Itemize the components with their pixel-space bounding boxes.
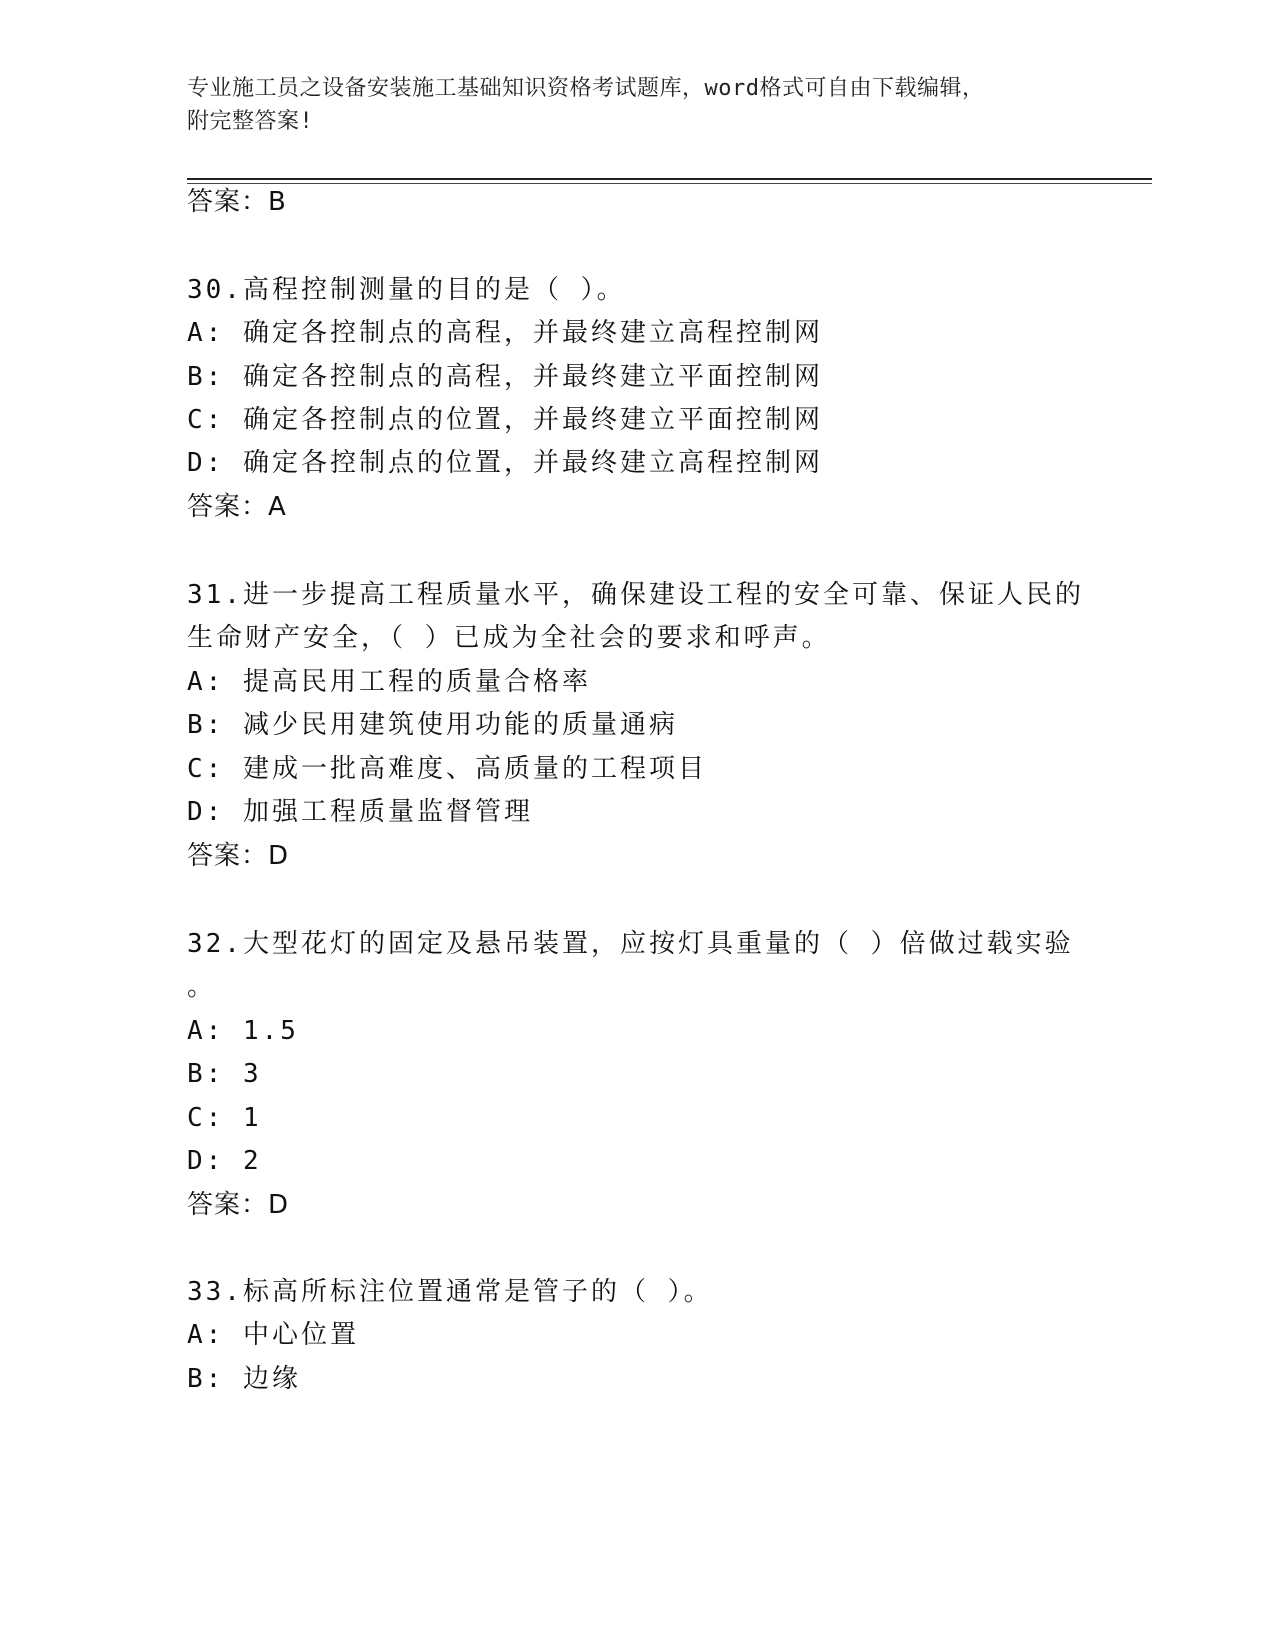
- option-d: D: 2: [187, 1146, 262, 1176]
- document-header: [187, 72, 1067, 138]
- option-b: B: 确定各控制点的高程，并最终建立平面控制网: [187, 362, 823, 392]
- answer-line: 答案：D: [187, 841, 290, 871]
- option-d: D: 加强工程质量监督管理: [187, 797, 533, 827]
- option-c: C: 1: [187, 1103, 262, 1133]
- question-stem: 30.高程控制测量的目的是（ ）。: [187, 275, 626, 305]
- option-b: B: 3: [187, 1059, 262, 1089]
- header-rule-top: [187, 178, 1152, 180]
- option-c: C: 确定各控制点的位置，并最终建立平面控制网: [187, 405, 823, 435]
- question-stem: 32.大型花灯的固定及悬吊装置，应按灯具重量的（ ）倍做过载实验: [187, 929, 1074, 959]
- option-b: B: 减少民用建筑使用功能的质量通病: [187, 710, 678, 740]
- question-stem: 31.进一步提高工程质量水平，确保建设工程的安全可靠、保证人民的: [187, 580, 1084, 610]
- option-c: C: 建成一批高难度、高质量的工程项目: [187, 754, 707, 784]
- option-b: B: 边缘: [187, 1364, 301, 1394]
- question-stem-continued: 。: [187, 972, 217, 1002]
- header-rule-bottom: [187, 183, 1152, 184]
- header-line-2: 附完整答案!: [187, 109, 314, 134]
- answer-line: 答案：D: [187, 1190, 290, 1220]
- header-line-1: 专业施工员之设备安装施工基础知识资格考试题库，word格式可自由下载编辑，: [187, 76, 985, 101]
- option-a: A: 1.5: [187, 1016, 299, 1046]
- answer-line: 答案：A: [187, 492, 287, 522]
- option-a: A: 中心位置: [187, 1320, 359, 1350]
- option-a: A: 提高民用工程的质量合格率: [187, 667, 591, 697]
- option-a: A: 确定各控制点的高程，并最终建立高程控制网: [187, 318, 823, 348]
- question-stem-continued: 生命财产安全，（ ）已成为全社会的要求和呼声。: [187, 623, 831, 653]
- answer-line: 答案：B: [187, 187, 287, 217]
- question-stem: 33.标高所标注位置通常是管子的（ ）。: [187, 1277, 713, 1307]
- option-d: D: 确定各控制点的位置，并最终建立高程控制网: [187, 448, 823, 478]
